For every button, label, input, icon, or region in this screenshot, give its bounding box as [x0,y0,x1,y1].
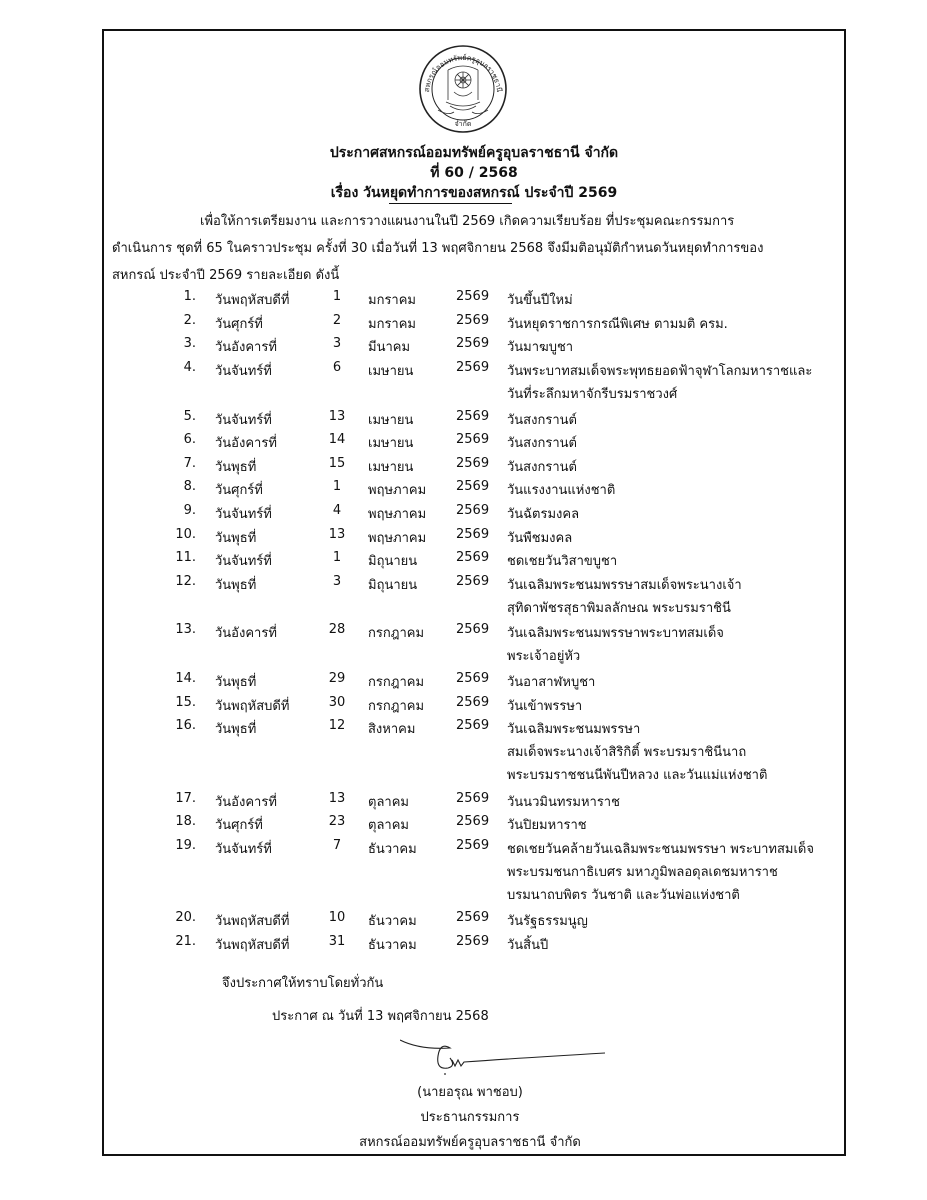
holiday-date: 29 [328,671,346,687]
holiday-description [507,503,579,526]
holiday-weekday: วันพฤหัสบดีที่ [215,937,290,953]
holiday-weekday: วันพุธที่ [215,530,257,546]
holiday-row [0,837,927,903]
holiday-number: 17. [175,790,196,806]
holiday-description-line: วันที่ระลึกมหาจักรีบรมราชวงศ์ [507,386,678,402]
holiday-date: 28 [328,622,346,638]
holiday-description [507,934,548,957]
holiday-month: กรกฎาคม [368,675,425,691]
holiday-month: ธันวาคม [368,937,417,953]
holiday-description-line: วันรัฐธรรมนูญ [507,914,588,930]
holiday-number: 6. [183,432,196,448]
holiday-row [0,791,927,814]
holiday-row [0,814,927,837]
holiday-number: 9. [183,502,196,518]
holiday-description [507,695,582,718]
holiday-weekday: วันจันทร์ที่ [215,363,272,379]
holiday-date: 2 [332,312,342,328]
holiday-weekday: วันจันทร์ที่ [215,506,272,522]
holiday-month: เมษายน [368,363,414,379]
holiday-month: ธันวาคม [368,914,417,930]
holiday-month: ตุลาคม [368,794,409,810]
holiday-number: 12. [175,573,196,589]
holiday-description-line: พระบรมราชชนนีพันปีหลวง และวันแม่แห่งชาติ [507,768,768,784]
holiday-year: 2569 [456,622,490,638]
holiday-date: 23 [328,814,346,830]
holiday-description-line: พระบรมชนกาธิเบศร มหาภูมิพลอดุลเดชมหาราช [507,864,778,880]
holiday-row [0,456,927,479]
holiday-year: 2569 [456,694,490,710]
holiday-description-line: วันฉัตรมงคล [507,506,580,522]
holiday-description-line: วันเข้าพรรษา [507,698,583,714]
holiday-description [507,432,577,455]
holiday-year: 2569 [456,837,490,853]
holiday-row [0,409,927,432]
holiday-description-line: วันสงกรานต์ [507,436,577,452]
holiday-description [507,479,615,502]
holiday-weekday: วันพุธที่ [215,722,257,738]
holiday-month: เมษายน [368,436,414,452]
holiday-row [0,313,927,336]
holiday-date: 1 [332,289,342,304]
intro-paragraph [112,208,824,289]
announcement-number: ที่ 60 / 2568 [430,165,518,181]
holiday-number: 20. [175,910,196,926]
holiday-description-line: พระเจ้าอยู่หัว [507,649,581,665]
holiday-year: 2569 [456,718,490,734]
signer-position: ประธานกรรมการ [420,1110,520,1125]
holiday-month: มกราคม [368,316,416,332]
holiday-year: 2569 [456,408,490,424]
holiday-row [0,910,927,933]
holiday-description [507,456,577,479]
holiday-description-line: วันพระบาทสมเด็จพระพุทธยอดฟ้าจุฬาโลกมหาราชและ [507,363,813,379]
holiday-description-line: วันขึ้นปีใหม่ [507,293,573,308]
holiday-weekday: วันศุกร์ที่ [215,483,263,499]
holiday-weekday: วันพฤหัสบดีที่ [215,293,290,308]
holiday-year: 2569 [456,526,490,542]
announcement-subject: เรื่อง วันหยุดทำการของสหกรณ์ ประจำปี 2569 [330,185,618,201]
holiday-number: 21. [175,933,196,949]
holiday-number: 19. [175,837,196,853]
holiday-year: 2569 [456,359,490,375]
holiday-description-line: วันสงกรานต์ [507,412,577,428]
holiday-description [507,574,742,620]
holiday-description-line: วันปิยมหาราช [507,818,587,834]
holiday-month: ตุลาคม [368,818,409,834]
holiday-date: 4 [332,502,342,518]
holiday-description [507,527,572,550]
holiday-month: มีนาคม [368,340,411,356]
holiday-row [0,359,927,402]
holiday-month: พฤษภาคม [368,506,427,522]
holiday-month: มิถุนายน [368,554,418,570]
signer-name: (นายอรุณ พาชอบ) [417,1085,523,1100]
holiday-number: 2. [183,312,196,328]
holiday-row [0,622,927,665]
holiday-description [507,336,573,359]
holiday-weekday: วันพุธที่ [215,577,257,593]
announcement-date: ประกาศ ณ วันที่ 13 พฤศจิกายน 2568 [272,1009,489,1024]
holiday-description [507,550,617,573]
holiday-description-line: วันมาฆบูชา [507,340,574,356]
holiday-weekday: วันอังคารที่ [215,340,277,356]
holiday-number: 4. [183,359,196,375]
holiday-description [507,622,724,668]
holiday-date: 1 [332,550,342,566]
holiday-description [507,289,573,312]
holiday-number: 15. [175,694,196,710]
holiday-row [0,573,927,616]
holiday-year: 2569 [456,790,490,806]
holiday-month: พฤษภาคม [368,530,427,546]
holiday-description-line: วันพืชมงคล [507,530,573,546]
holiday-number: 3. [183,336,196,352]
holiday-year: 2569 [456,312,490,328]
holiday-number: 18. [175,814,196,830]
holiday-description [507,791,620,814]
holiday-row [0,671,927,694]
holiday-year: 2569 [456,910,490,926]
holiday-number: 13. [175,622,196,638]
holiday-number: 11. [175,550,196,566]
holiday-month: พฤษภาคม [368,483,427,499]
signer-organization: สหกรณ์ออมทรัพย์ครูอุบลราชธานี จำกัด [359,1135,581,1150]
intro-line-1: เพื่อให้การเตรียมงาน และการวางแผนงานในปี 2569 เกิดความเรียบร้อย ที่ประชุมคณะกรรมการ [200,214,735,229]
holiday-weekday: วันจันทร์ที่ [215,554,272,570]
svg-text:จำกัด: จำกัด [454,120,472,128]
holiday-number: 14. [175,671,196,687]
holiday-description-line: วันหยุดราชการกรณีพิเศษ ตามมติ ครม. [507,316,728,332]
closing-announcement: จึงประกาศให้ทราบโดยทั่วกัน [222,976,384,991]
holiday-date: 3 [332,573,342,589]
holiday-row [0,934,927,957]
holiday-description-line: วันเฉลิมพระชนมพรรษาสมเด็จพระนางเจ้า [507,577,742,593]
holiday-number: 16. [175,718,196,734]
holiday-month: กรกฎาคม [368,698,425,714]
holiday-date: 13 [328,790,346,806]
holiday-description [507,838,814,907]
holiday-description-line: สุทิดาพัชรสุธาพิมลลักษณ พระบรมราชินี [507,600,731,616]
holiday-description-line: สมเด็จพระนางเจ้าสิริกิติ์ พระบรมราชินีนาถ [507,745,747,761]
holiday-date: 6 [332,359,342,375]
holiday-number: 1. [183,289,196,304]
holiday-year: 2569 [456,550,490,566]
holiday-year: 2569 [456,455,490,471]
holiday-date: 10 [328,910,346,926]
holiday-row [0,432,927,455]
holiday-weekday: วันอังคารที่ [215,794,277,810]
holiday-description [507,814,587,837]
holiday-month: กรกฎาคม [368,626,425,642]
holiday-description [507,360,812,406]
holiday-date: 30 [328,694,346,710]
holiday-weekday: วันอังคารที่ [215,436,277,452]
holiday-year: 2569 [456,479,490,495]
holiday-month: ธันวาคม [368,841,417,857]
holiday-weekday: วันพุธที่ [215,675,257,691]
holiday-date: 7 [332,837,342,853]
holiday-weekday: วันจันทร์ที่ [215,841,272,857]
holiday-description-line: วันนวมินทรมหาราช [507,794,620,810]
title-underline [389,203,512,204]
holiday-year: 2569 [456,289,490,304]
holiday-month: มกราคม [368,293,416,308]
signature-image [400,1036,610,1080]
holiday-row [0,479,927,502]
holiday-row [0,289,927,312]
holiday-description [507,718,767,787]
holiday-month: เมษายน [368,459,414,475]
holiday-row [0,695,927,718]
holiday-year: 2569 [456,502,490,518]
holiday-year: 2569 [456,432,490,448]
holiday-date: 14 [328,432,346,448]
holiday-weekday: วันพฤหัสบดีที่ [215,698,290,714]
holiday-number: 10. [175,526,196,542]
holiday-weekday: วันจันทร์ที่ [215,412,272,428]
svg-text:สหกรณ์ออมทรัพย์ครูอุบลราชธานี: สหกรณ์ออมทรัพย์ครูอุบลราชธานี [422,52,504,93]
holiday-description-line: ชดเชยวันคล้ายวันเฉลิมพระชนมพรรษา พระบาทสมเด็จ [507,841,814,857]
holiday-year: 2569 [456,814,490,830]
holiday-description-line: วันสิ้นปี [507,937,549,953]
holiday-date: 1 [332,479,342,495]
holiday-weekday: วันพฤหัสบดีที่ [215,914,290,930]
intro-line-3: สหกรณ์ ประจำปี 2569 รายละเอียด ดังนี้ [112,268,340,283]
holiday-weekday: วันพุธที่ [215,459,257,475]
holiday-description-line: วันอาสาฬหบูชา [507,675,596,691]
holiday-row [0,550,927,573]
holiday-description-line: บรมนาถบพิตร วันชาติ และวันพ่อแห่งชาติ [507,887,740,903]
holiday-description [507,409,577,432]
holiday-description-line: วันแรงงานแห่งชาติ [507,483,616,499]
holiday-description-line: วันสงกรานต์ [507,459,577,475]
holiday-year: 2569 [456,671,490,687]
holiday-description [507,671,595,694]
intro-line-2: ดำเนินการ ชุดที่ 65 ในคราวประชุม ครั้งที่ 30 เมื่อวันที่ 13 พฤศจิกายน 2568 จึงมีมติอนุมัติกำหนดวันหยุดทำการของ [112,241,764,256]
holiday-weekday: วันอังคารที่ [215,626,277,642]
holiday-month: สิงหาคม [368,722,416,738]
holiday-description [507,910,588,933]
holiday-month: มิถุนายน [368,577,418,593]
cooperative-seal-logo [418,44,508,134]
holiday-date: 12 [328,718,346,734]
holiday-row [0,527,927,550]
holiday-row [0,718,927,784]
holiday-date: 3 [332,336,342,352]
holiday-month: เมษายน [368,412,414,428]
holiday-year: 2569 [456,573,490,589]
holiday-date: 15 [328,455,346,471]
holiday-weekday: วันศุกร์ที่ [215,316,263,332]
holiday-year: 2569 [456,336,490,352]
holiday-row [0,503,927,526]
holiday-description-line: วันเฉลิมพระชนมพรรษา [507,722,641,738]
holiday-weekday: วันศุกร์ที่ [215,818,263,834]
holiday-year: 2569 [456,933,490,949]
holiday-description-line: ชดเชยวันวิสาขบูชา [507,554,618,570]
holiday-date: 31 [328,933,346,949]
holiday-number: 5. [183,408,196,424]
holiday-date: 13 [328,526,346,542]
holiday-row [0,336,927,359]
announcement-organization-title: ประกาศสหกรณ์ออมทรัพย์ครูอุบลราชธานี จำกัด [329,145,619,161]
holiday-date: 13 [328,408,346,424]
holiday-description-line: วันเฉลิมพระชนมพรรษาพระบาทสมเด็จ [507,626,724,642]
holiday-description [507,313,728,336]
holiday-number: 8. [183,479,196,495]
holiday-number: 7. [183,455,196,471]
